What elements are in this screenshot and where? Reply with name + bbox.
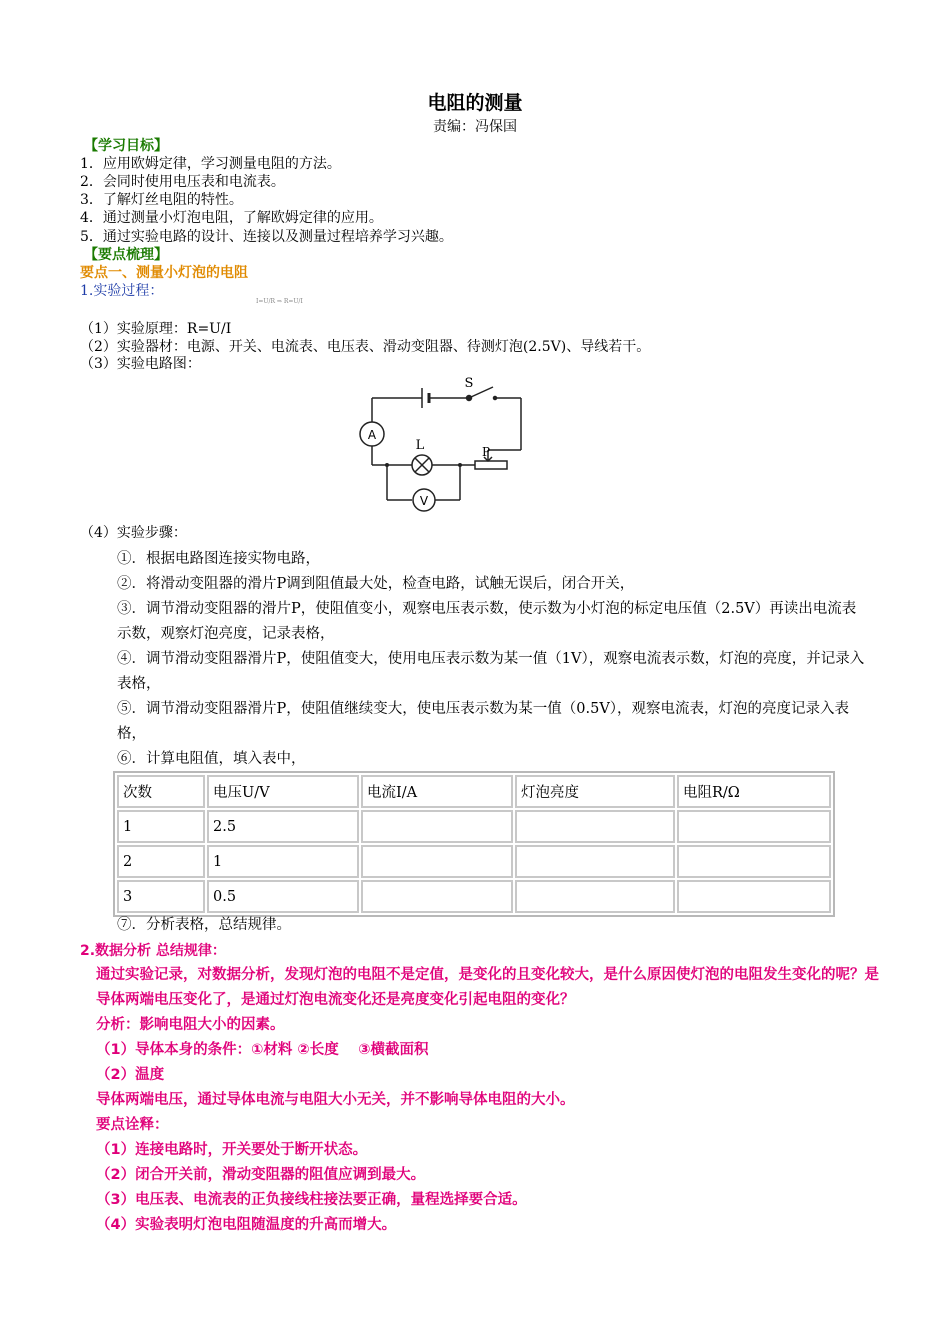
table-cell: 2.5: [207, 810, 359, 843]
note-item: （4）实验表明灯泡电阻随温度的升高而增大。: [96, 1217, 397, 1233]
table-header-cell: 电流I/A: [361, 775, 513, 808]
measurement-table: [113, 771, 835, 917]
table-row: [117, 845, 831, 878]
table-cell: [677, 880, 831, 913]
table-cell: [361, 845, 513, 878]
principle-line: （1）实验原理：R=U/I: [80, 321, 232, 337]
goal-item: 3．了解灯丝电阻的特性。: [80, 192, 243, 208]
step-item: ①．根据电路图连接实物电路，: [117, 551, 320, 567]
author-line: 责编：冯保国: [433, 119, 517, 135]
table-cell: [515, 845, 675, 878]
goal-item: 5．通过实验电路的设计、连接以及测量过程培养学习兴趣。: [80, 229, 453, 245]
circuit-label: （3）实验电路图：: [80, 356, 201, 372]
point1-title: 要点一、测量小灯泡的电阻: [80, 265, 248, 281]
process-title: 1.实验过程：: [80, 283, 164, 299]
conclusion-line: 导体两端电压，通过导体电流与电阻大小无关，并不影响导体电阻的大小。: [96, 1092, 575, 1108]
goal-item: 4．通过测量小灯泡电阻，了解欧姆定律的应用。: [80, 210, 383, 226]
table-cell: [361, 880, 513, 913]
points-header: 【要点梳理】: [84, 247, 168, 263]
table-header-cell: 次数: [117, 775, 205, 808]
table-cell: 0.5: [207, 880, 359, 913]
factor-item: （1）导体本身的条件：①材料 ②长度 ③横截面积: [96, 1042, 429, 1058]
lamp-label: L: [415, 438, 425, 453]
slider-label: P: [481, 445, 491, 459]
table-cell: 3: [117, 880, 205, 913]
step-item: ③．调节滑动变阻器的滑片P，使阻值变小，观察电压表示数，使示数为小灯泡的标定电压值（2.5V）再读出电流表示数，观察灯泡亮度，记录表格，: [117, 601, 857, 642]
step-item: ④．调节滑动变阻器滑片P，使阻值变大，使用电压表示数为某一值（1V），观察电流表示数，灯泡的亮度，并记录入表格，: [117, 651, 865, 692]
table-cell: 2: [117, 845, 205, 878]
page-title: 电阻的测量: [427, 92, 523, 114]
step-item: ⑦．分析表格，总结规律。: [117, 917, 291, 933]
table-cell: [515, 810, 675, 843]
materials-line: （2）实验器材：电源、开关、电流表、电压表、滑动变阻器、待测灯泡(2.5V)、导线若干。: [80, 339, 651, 355]
factor-item: （2）温度: [96, 1067, 165, 1083]
switch-label: S: [464, 376, 474, 391]
table-cell: 1: [207, 845, 359, 878]
factor-intro: 分析：影响电阻大小的因素。: [96, 1017, 285, 1033]
table-header-cell: 电压U/V: [207, 775, 359, 808]
notes-title: 要点诠释：: [96, 1117, 169, 1133]
rheostat-body: [475, 461, 507, 469]
switch-blade: [471, 387, 493, 397]
note-item: （2）闭合开关前，滑动变阻器的阻值应调到最大。: [96, 1167, 426, 1183]
table-cell: 1: [117, 810, 205, 843]
table-header-cell: 电阻R/Ω: [677, 775, 831, 808]
analysis-paragraph: 通过实验记录，对数据分析，发现灯泡的电阻不是定值，是变化的且变化较大，是什么原因使灯泡的电阻发生变化的呢？是导体两端电压变化了，是通过灯泡电流变化还是亮度变化引起电阻的变化？: [96, 967, 879, 1008]
table-header-cell: 灯泡亮度: [515, 775, 675, 808]
table-cell: [361, 810, 513, 843]
voltmeter-label: V: [419, 494, 429, 508]
table-row: [117, 880, 831, 913]
table-cell: [677, 810, 831, 843]
goal-item: 1．应用欧姆定律，学习测量电阻的方法。: [80, 156, 341, 172]
formula-image: I=U/R ⇒ R=U/I: [256, 298, 303, 305]
circuit-diagram: [330, 370, 540, 520]
note-item: （1）连接电路时，开关要处于断开状态。: [96, 1142, 368, 1158]
table-row: [117, 810, 831, 843]
goal-item: 2．会同时使用电压表和电流表。: [80, 174, 285, 190]
step-item: ⑥．计算电阻值，填入表中，: [117, 751, 306, 767]
goals-header: 【学习目标】: [84, 138, 168, 154]
step-item: ②．将滑动变阻器的滑片P调到阻值最大处，检查电路，试触无误后，闭合开关，: [117, 576, 635, 592]
note-item: （3）电压表、电流表的正负接线柱接法要正确，量程选择要合适。: [96, 1192, 527, 1208]
steps-label: （4）实验步骤：: [80, 525, 187, 541]
analysis-title: 2.数据分析 总结规律：: [80, 943, 226, 959]
ammeter-label: A: [367, 428, 377, 442]
table-cell: [677, 845, 831, 878]
table-cell: [515, 880, 675, 913]
table-header-row: [117, 775, 831, 808]
step-item: ⑤．调节滑动变阻器滑片P，使阻值继续变大，使电压表示数为某一值（0.5V），观察电流表，灯泡的亮度记录入表格，: [117, 701, 850, 742]
